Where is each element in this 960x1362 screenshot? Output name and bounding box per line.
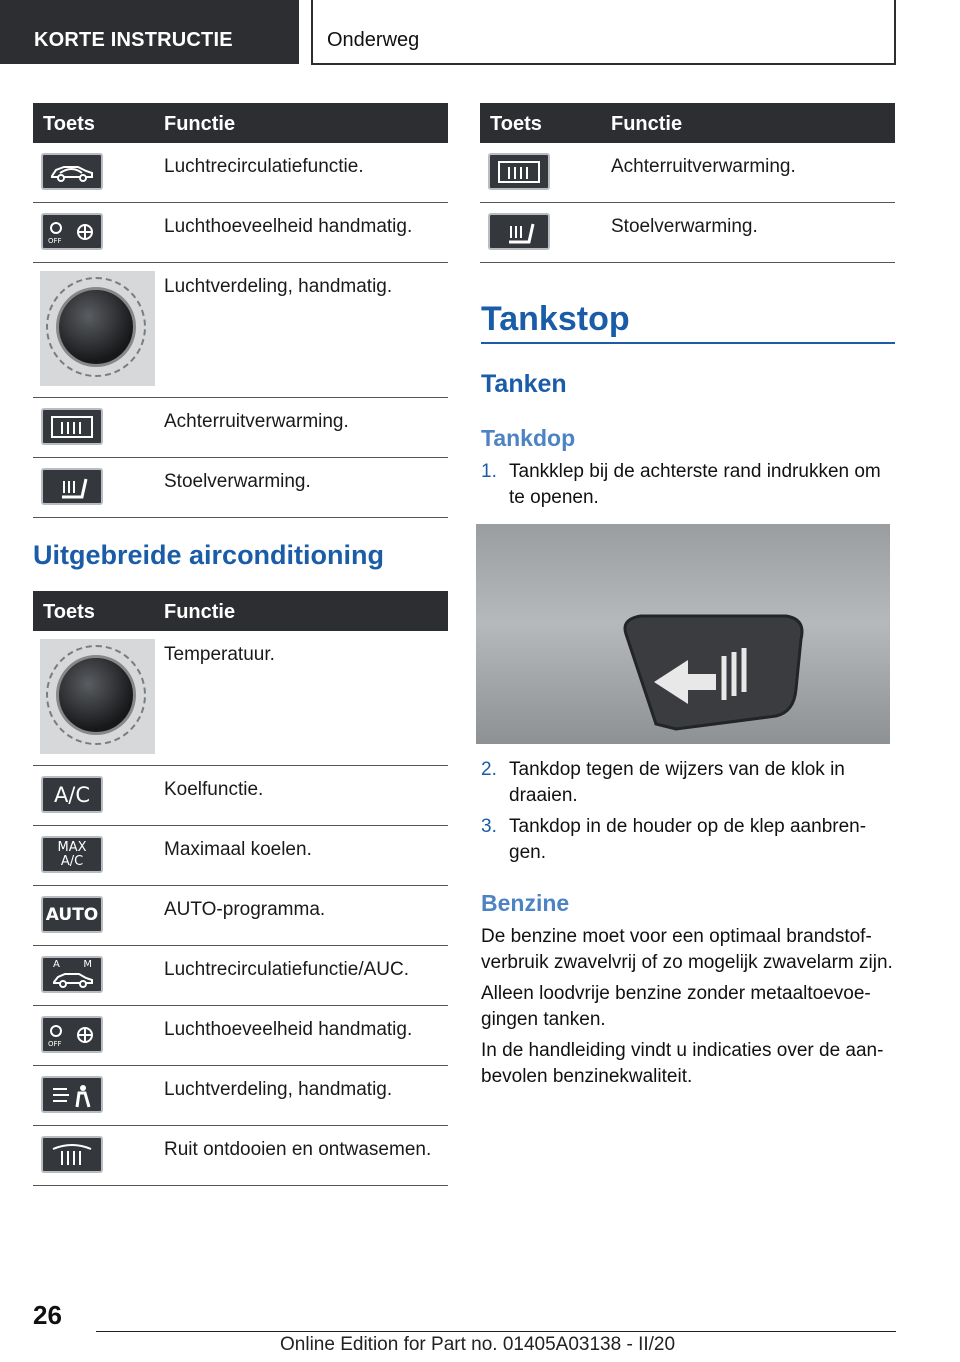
table-header: [33, 591, 448, 631]
tanken-subtitle: Tanken: [481, 370, 567, 398]
col-function: Functie: [164, 601, 236, 623]
step-text: Tankdop in de houder op de klep aanbren-gen.: [509, 816, 867, 863]
row-function: Stoelverwarming.: [611, 216, 758, 237]
benzine-heading: Benzine: [481, 890, 570, 916]
fan-off-icon: [41, 1016, 103, 1053]
table-row: [33, 263, 448, 398]
header-chapter-tab: [311, 0, 896, 65]
table-row: [33, 886, 448, 946]
table-row: [33, 398, 448, 458]
table-row: [33, 766, 448, 826]
col-key: Toets: [43, 601, 95, 623]
step-text: Tankklep bij de achterste rand indrukken om te openen.: [509, 461, 881, 508]
col-key: Toets: [490, 113, 542, 135]
step-number: 2.: [481, 759, 497, 780]
section-title: Uitgebreide airconditioning: [33, 540, 385, 570]
auto-button: AUTO: [41, 896, 103, 933]
table-row: [33, 631, 448, 766]
row-function: Luchthoeveelheid handmatig.: [164, 1019, 413, 1040]
table-row: [33, 1006, 448, 1066]
page-number: 26: [33, 1300, 62, 1330]
temperature-knob: [40, 639, 155, 754]
table-row: [33, 143, 448, 203]
table-row: [480, 203, 895, 263]
seat-heating-icon: [488, 213, 550, 250]
col-function: Functie: [164, 113, 236, 135]
header-section: KORTE INSTRUCTIE: [34, 29, 233, 51]
max-ac-button: MAX A/C: [41, 836, 103, 873]
ac-controls-table: [33, 591, 448, 1186]
tankdop-heading: Tankdop: [481, 425, 576, 451]
defrost-icon: [41, 1136, 103, 1173]
row-function: Stoelverwarming.: [164, 471, 311, 492]
header-chapter: Onderweg: [327, 29, 420, 51]
row-function: Luchthoeveelheid handmatig.: [164, 216, 413, 237]
step-text: Tankdop tegen de wijzers van de klok in draaien.: [509, 759, 845, 806]
header-section-tab: [0, 0, 299, 64]
step-3: [481, 814, 895, 866]
benzine-paragraph: De benzine moet voor een optimaal brandstof-verbruik zwavelvrij of zo mogelijk zwavelarm zijn.: [481, 926, 893, 973]
footer-divider: [96, 1331, 896, 1332]
step-2: [481, 757, 895, 809]
row-function: Luchtrecirculatiefunctie.: [164, 156, 364, 177]
svg-text:OFF: OFF: [48, 1039, 62, 1048]
row-function: Luchtverdeling, handmatig.: [164, 276, 393, 297]
table-header: [480, 103, 895, 143]
row-function: Temperatuur.: [164, 644, 275, 665]
table-row: [33, 458, 448, 518]
car-recirculation-icon: [41, 153, 103, 190]
table-row: [480, 143, 895, 203]
row-function: Maximaal koelen.: [164, 839, 312, 860]
row-function: Luchtrecirculatiefunctie/AUC.: [164, 959, 409, 980]
seat-heating-icon: [41, 468, 103, 505]
table-header: [33, 103, 448, 143]
row-function: AUTO-programma.: [164, 899, 326, 920]
svg-text:OFF: OFF: [48, 236, 62, 245]
step-number: 1.: [481, 461, 497, 482]
col-function: Functie: [611, 113, 683, 135]
rear-window-heating-icon: [488, 153, 550, 190]
controls-table: [33, 103, 448, 518]
air-distribution-knob: [40, 271, 155, 386]
row-function: Luchtverdeling, handmatig.: [164, 1079, 393, 1100]
row-function: Koelfunctie.: [164, 779, 264, 800]
row-function: Achterruitverwarming.: [611, 156, 796, 177]
fuel-flap-photo: [476, 524, 890, 744]
table-row: [33, 826, 448, 886]
benzine-paragraph: In de handleiding vindt u indicaties over de aan-bevolen benzinekwaliteit.: [481, 1040, 884, 1087]
benzine-paragraph: Alleen loodvrije benzine zonder metaaltoevoe-gingen tanken.: [481, 983, 871, 1030]
controls-table-right: [480, 103, 895, 263]
table-row: [33, 946, 448, 1006]
col-key: Toets: [43, 113, 95, 135]
footer-edition: Online Edition for Part no. 01405A03138 - II/20: [280, 1334, 676, 1355]
title-divider: [481, 342, 895, 344]
tankstop-title: Tankstop: [481, 300, 630, 338]
rear-window-heating-icon: [41, 408, 103, 445]
fan-off-icon: [41, 213, 103, 250]
step-number: 3.: [481, 816, 497, 837]
row-function: Ruit ontdooien en ontwasemen.: [164, 1139, 432, 1160]
ac-button: A/C: [41, 776, 103, 813]
air-distribution-icon: [41, 1076, 103, 1113]
table-row: [33, 203, 448, 263]
table-row: [33, 1126, 448, 1186]
step-1: [481, 459, 895, 511]
table-row: [33, 1066, 448, 1126]
row-function: Achterruitverwarming.: [164, 411, 349, 432]
recirculation-auc-icon: A M: [41, 956, 103, 993]
